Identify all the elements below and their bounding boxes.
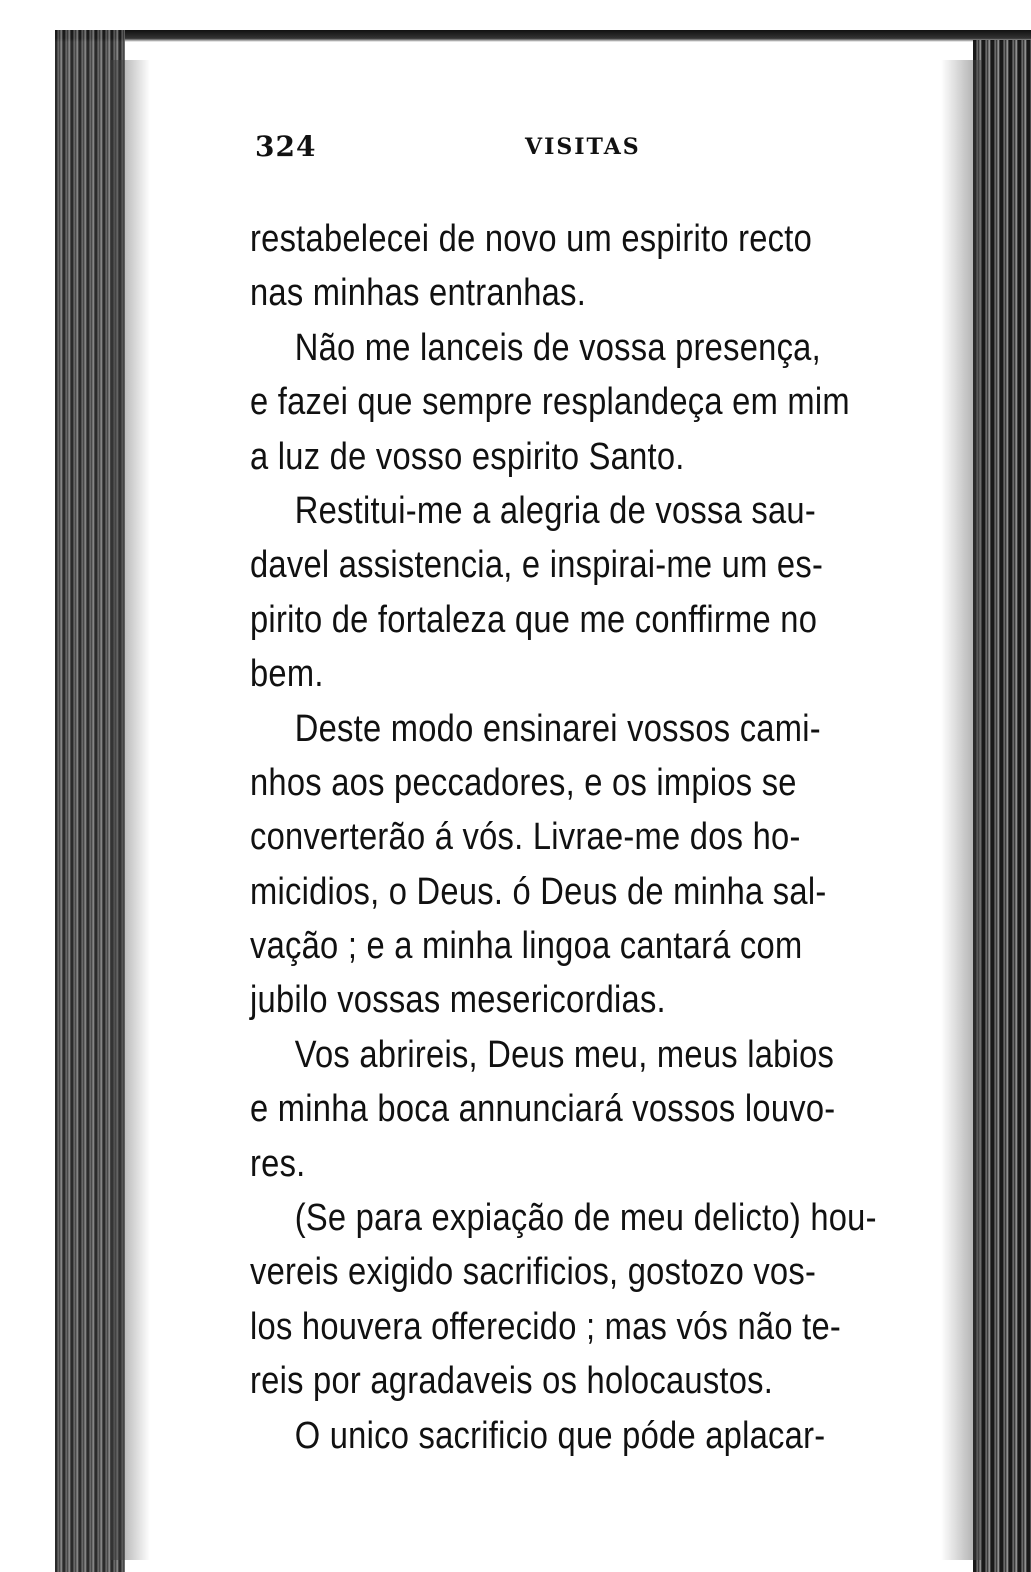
text-line: restabelecei de novo um espirito recto: [250, 218, 813, 260]
text-line: pirito de fortaleza que me conffirme no: [250, 598, 818, 641]
right-edge-shadow: [973, 40, 1031, 1572]
text-line: res.: [250, 1142, 306, 1185]
right-edge-fade: [941, 60, 981, 1560]
text-line: nas minhas entranhas.: [250, 272, 587, 315]
text-line: nhos aos peccadores, e os impios se: [250, 761, 797, 804]
text-line: reis por agradaveis os holocaustos.: [250, 1360, 774, 1403]
text-line: bem.: [250, 653, 324, 696]
body-text: [250, 212, 877, 1463]
text-line: e minha boca annunciará vossos louvo-: [250, 1088, 836, 1131]
text-line: los houvera offerecido ; mas vós não te-: [250, 1305, 842, 1348]
text-line: Não me lanceis de vossa presença,: [294, 326, 821, 369]
text-line: Deste modo ensinarei vossos cami-: [294, 707, 821, 750]
text-line: O unico sacrificio que póde aplacar-: [294, 1414, 826, 1457]
page-header: [255, 130, 675, 170]
text-line: micidios, o Deus. ó Deus de minha sal-: [250, 870, 827, 913]
text-line: a luz de vosso espirito Santo.: [250, 435, 685, 478]
text-line: Restitui-me a alegria de vossa sau-: [294, 489, 816, 532]
text-line: jubilo vossas mesericordias.: [250, 979, 666, 1022]
text-line: davel assistencia, e inspirai-me um es-: [250, 544, 824, 587]
top-edge-shadow: [55, 30, 1031, 42]
text-line: e fazei que sempre resplandeça em mim: [250, 381, 850, 424]
text-line: Vos abrireis, Deus meu, meus labios: [294, 1033, 835, 1076]
text-line: vereis exigido sacrificios, gostozo vos-: [250, 1251, 817, 1294]
page-number: 324: [255, 130, 317, 163]
left-binding-fade: [110, 60, 150, 1560]
running-head: VISITAS: [525, 134, 641, 160]
text-line: vação ; e a minha lingoa cantará com: [250, 925, 803, 968]
text-line: (Se para expiação de meu delicto) hou-: [294, 1197, 877, 1240]
text-line: converterão á vós. Livrae-me dos ho-: [250, 816, 801, 859]
